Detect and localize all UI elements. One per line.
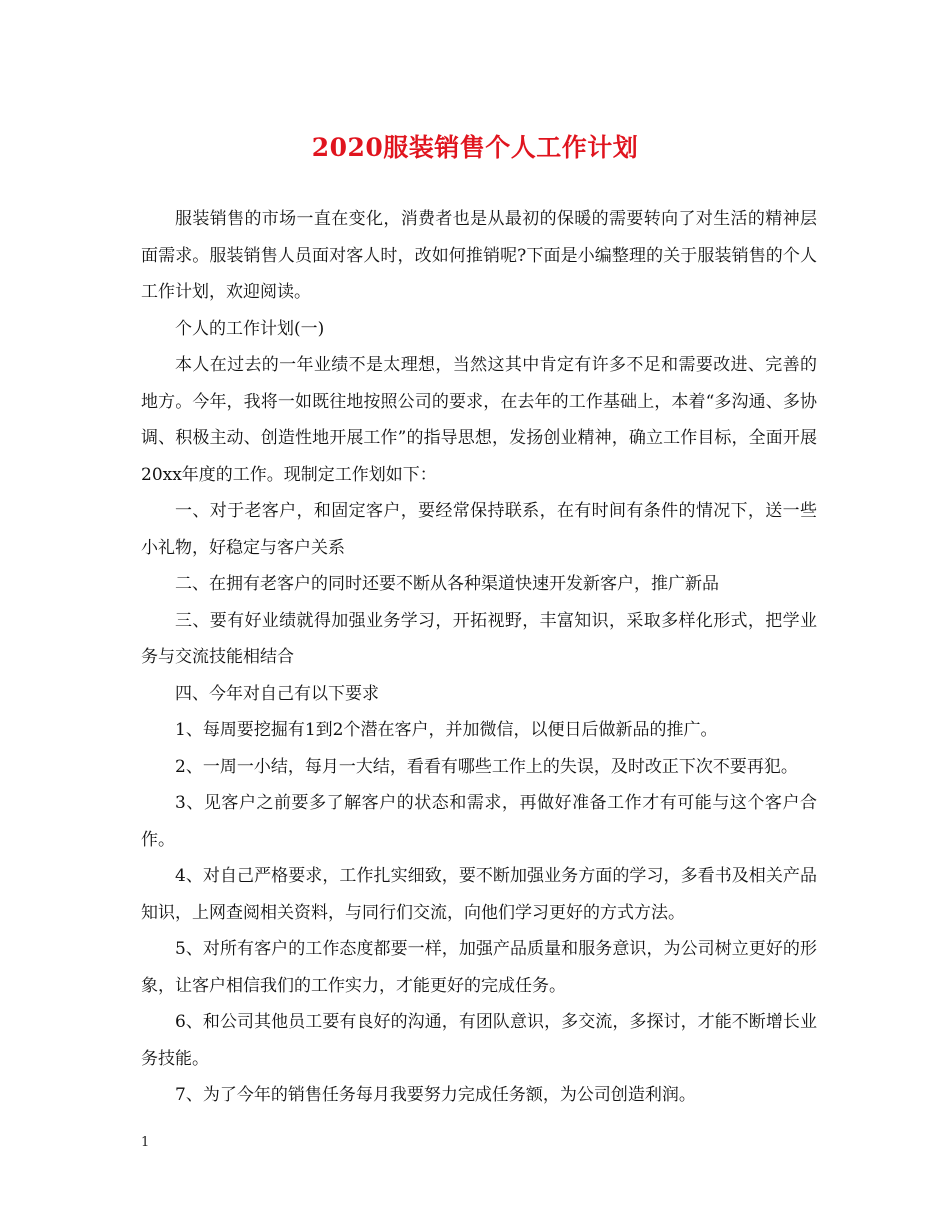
paragraph-intro: 服装销售的市场一直在变化，消费者也是从最初的保暖的需要转向了对生活的精神层面需求。服装销售人员面对客人时，改如何推销呢?下面是小编整理的关于服装销售的个人工作计划，欢迎阅读。 [141,209,817,302]
document-body [141,201,817,1114]
paragraph-item-one: 一、对于老客户，和固定客户，要经常保持联系，在有时间有条件的情况下，送一些小礼物，好稳定与客户关系 [141,501,817,558]
paragraph-requirement-3: 3、见客户之前要多了解客户的状态和需求，再做好准备工作才有可能与这个客户合作。 [141,793,817,850]
paragraph-requirement-6: 6、和公司其他员工要有良好的沟通，有团队意识，多交流，多探讨，才能不断增长业务技能。 [141,1012,817,1069]
paragraph-requirement-4: 4、对自己严格要求，工作扎实细致，要不断加强业务方面的学习，多看书及相关产品知识，上网查阅相关资料，与同行们交流，向他们学习更好的方式方法。 [141,866,817,923]
paragraph-requirement-7: 7、为了今年的销售任务每月我要努力完成任务额，为公司创造利润。 [175,1085,696,1105]
paragraph-requirement-1: 1、每周要挖掘有1到2个潜在客户，并加微信，以便日后做新品的推广。 [175,720,718,740]
paragraph-requirement-5: 5、对所有客户的工作态度都要一样，加强产品质量和服务意识，为公司树立更好的形象，让客户相信我们的工作实力，才能更好的完成任务。 [141,939,817,996]
page-number: 1 [141,1135,150,1150]
paragraph-item-two: 二、在拥有老客户的同时还要不断从各种渠道快速开发新客户，推广新品 [175,574,719,594]
paragraph-item-three: 三、要有好业绩就得加强业务学习，开拓视野，丰富知识，采取多样化形式，把学业务与交流技能相结合 [141,610,817,667]
paragraph-section-heading: 个人的工作计划(一) [175,318,325,339]
paragraph-item-four: 四、今年对自己有以下要求 [175,683,379,704]
document-title: 2020服装销售个人工作计划 [311,133,639,162]
paragraph-overview: 本人在过去的一年业绩不是太理想，当然这其中肯定有许多不足和需要改进、完善的地方。今年，我将一如既往地按照公司的要求，在去年的工作基础上，本着“多沟通、多协调、积极主动、创造性地开展工作”的指导思想，发扬创业精神，确立工作目标，全面开展20xx年度的工作。现制定工作划如下： [141,355,817,485]
paragraph-requirement-2: 2、一周一小结，每月一大结，看看有哪些工作上的失误，及时改正下次不要再犯。 [175,756,798,777]
